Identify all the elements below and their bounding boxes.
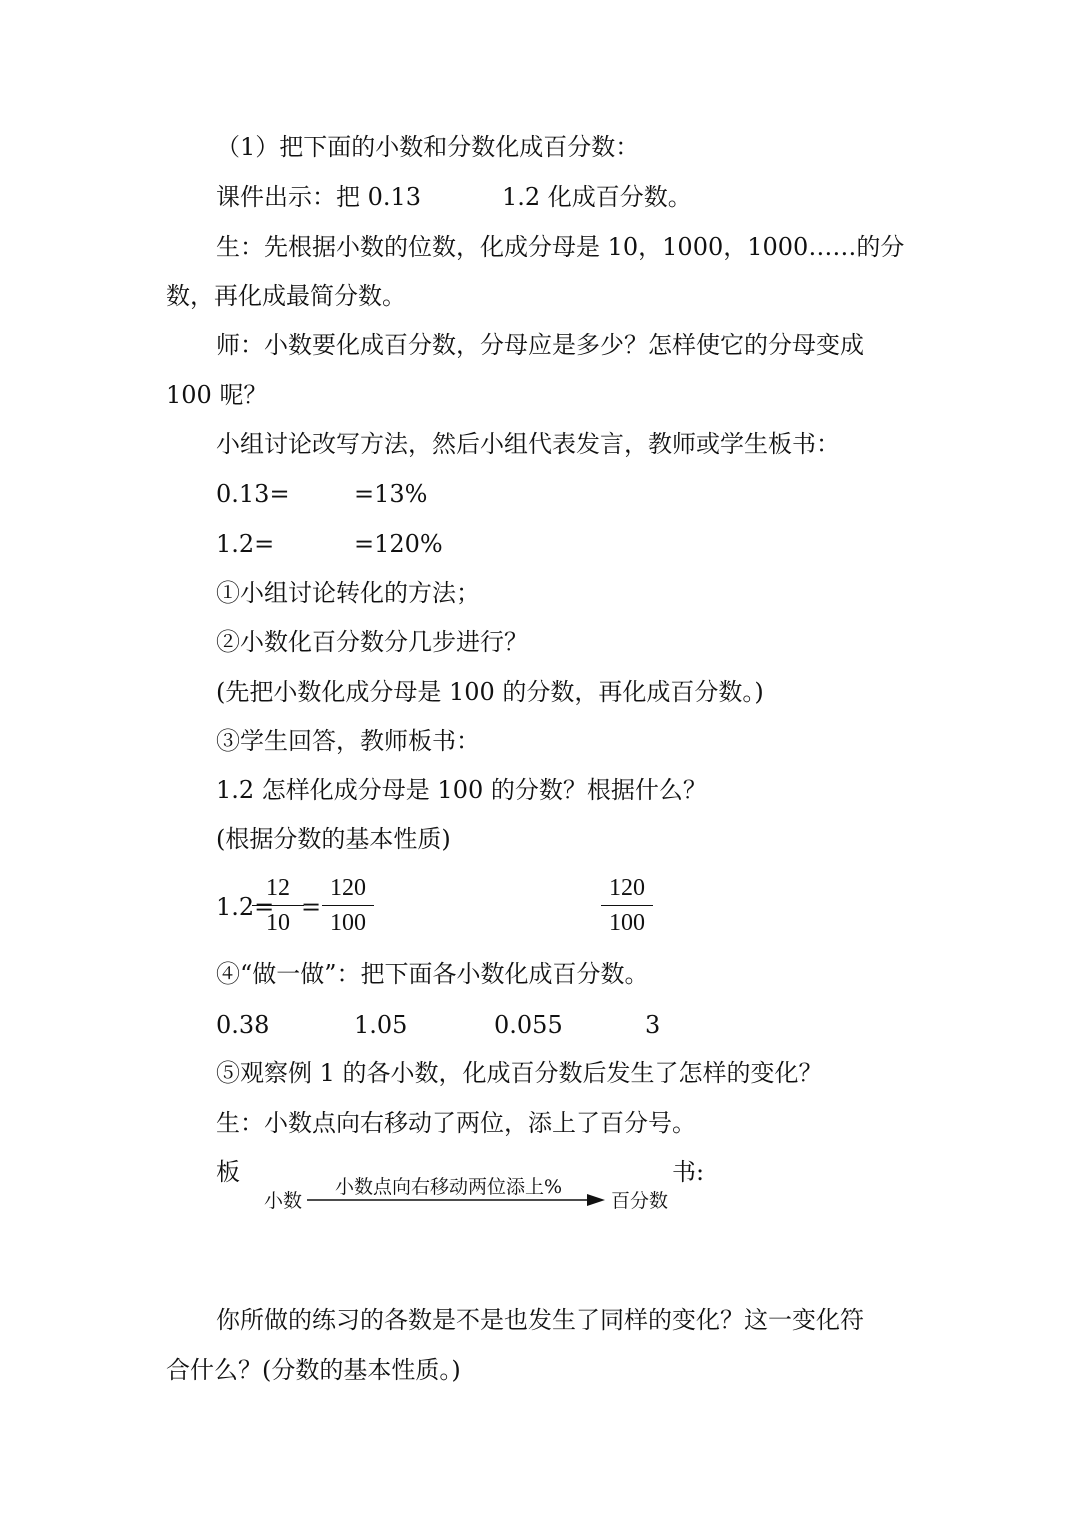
- fraction-120-over-100: [318, 873, 378, 938]
- fraction-denominator: 100: [330, 910, 366, 936]
- equation-013-result: =13%: [354, 480, 428, 508]
- step-3: ③学生回答，教师板书：: [216, 727, 480, 755]
- fraction-denominator: 10: [266, 910, 290, 936]
- fraction-equation-prefix: 1.2=: [216, 893, 275, 921]
- step-2-answer: (先把小数化成分母是 100 的分数，再化成百分数。): [216, 678, 764, 706]
- fraction-denominator: 100: [609, 910, 645, 936]
- fraction-12-over-10: [248, 873, 308, 938]
- step-5-answer: 生：小数点向右移动了两位，添上了百分号。: [216, 1109, 696, 1137]
- group-discussion: 小组讨论改写方法，然后小组代表发言，教师或学生板书：: [216, 430, 840, 458]
- courseware-prompt: 课件出示：把 0.13: [216, 183, 422, 211]
- equation-12-result: =120%: [354, 530, 443, 558]
- student-answer-1-cont: 数，再化成最简分数。: [166, 282, 406, 310]
- diagram-target-label: 百分数: [611, 1190, 669, 1212]
- courseware-prompt-cont: 1.2 化成百分数。: [502, 183, 692, 211]
- step-4: ④“做一做”：把下面各小数化成百分数。: [216, 960, 649, 988]
- equation-013: 0.13=: [216, 480, 290, 508]
- exercise-value: 0.38: [216, 1011, 270, 1039]
- diagram-arrow-label: 小数点向右移动两位添上%: [335, 1176, 563, 1198]
- fraction-equals: =: [301, 893, 322, 921]
- step-2: ②小数化百分数分几步进行？: [216, 628, 528, 656]
- reflection-question-cont: 合什么？(分数的基本性质。): [166, 1356, 461, 1384]
- equation-12: 1.2=: [216, 530, 275, 558]
- reflection-question: 你所做的练习的各数是不是也发生了同样的变化？这一变化符: [216, 1306, 864, 1334]
- fraction-numerator: 120: [330, 875, 366, 901]
- fraction-numerator: 120: [609, 875, 645, 901]
- step-5: ⑤观察例 1 的各小数，化成百分数后发生了怎样的变化？: [216, 1059, 823, 1087]
- step-1: ①小组讨论转化的方法；: [216, 579, 480, 607]
- diagram-source-label: 小数: [264, 1190, 303, 1212]
- board-label-right: 书:: [672, 1158, 705, 1186]
- fraction-120-over-100-second: [597, 873, 657, 938]
- teacher-question-cont: 100 呢？: [166, 381, 268, 409]
- student-answer-1: 生：先根据小数的位数，化成分母是 10，1000，1000……的分: [216, 233, 905, 261]
- fraction-numerator: 12: [266, 875, 290, 901]
- section-heading: （1）把下面的小数和分数化成百分数：: [216, 133, 640, 161]
- step-3-answer: (根据分数的基本性质): [216, 825, 451, 853]
- exercise-value: 1.05: [354, 1011, 408, 1039]
- exercise-value: 3: [645, 1011, 661, 1039]
- teacher-question: 师：小数要化成百分数，分母应是多少？怎样使它的分母变成: [216, 331, 864, 359]
- exercise-value: 0.055: [494, 1011, 563, 1039]
- board-label-left: 板: [216, 1158, 240, 1186]
- diagram-arrow: [305, 1190, 605, 1210]
- step-3-question: 1.2 怎样化成分母是 100 的分数？根据什么？: [216, 776, 707, 804]
